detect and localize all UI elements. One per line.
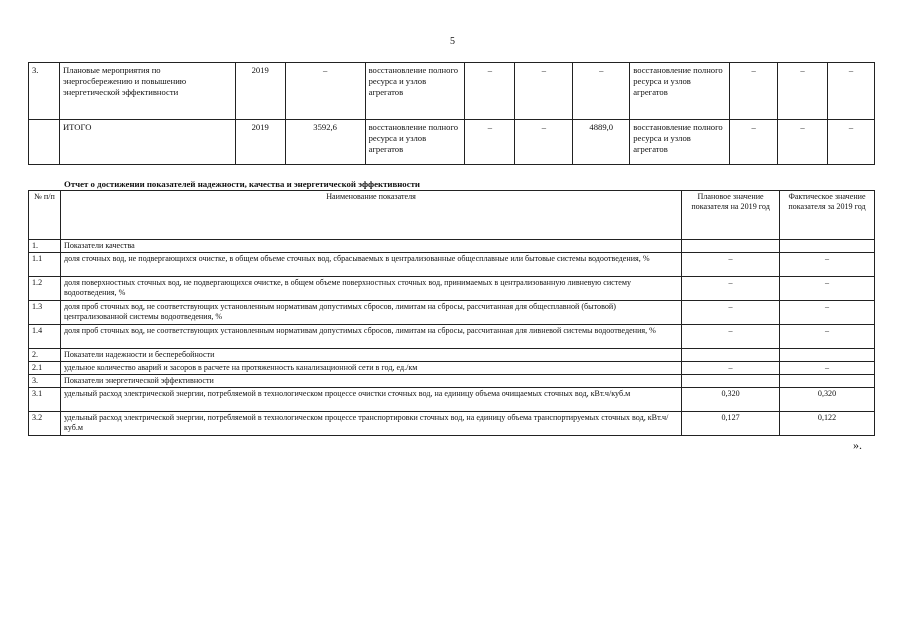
indicator-name: Показатели надежности и бесперебойности <box>60 349 681 362</box>
effect-cell: восстановление полного ресурса и узлов агрегатов <box>630 120 730 165</box>
table-row <box>29 253 875 277</box>
plan-value: – <box>682 362 780 375</box>
table-row <box>29 362 875 375</box>
row-number: 3.2 <box>29 412 61 436</box>
fact-value <box>780 375 875 388</box>
plan-value <box>682 349 780 362</box>
row-number: 1.1 <box>29 253 61 277</box>
header-plan: Плановое значение показателя на 2019 год <box>682 191 780 240</box>
value-cell: – <box>827 120 874 165</box>
value-cell: 3592,6 <box>285 120 365 165</box>
indicator-name: доля сточных вод, не подвергающихся очистке, в общем объеме сточных вод, сбрасываемых в централизованные общесплавные или бытовые системы водоотведения, % <box>60 253 681 277</box>
fact-value: – <box>780 277 875 301</box>
plan-value: – <box>682 253 780 277</box>
value-cell: – <box>515 63 573 120</box>
row-number: 3. <box>29 63 60 120</box>
table-row <box>29 325 875 349</box>
effect-cell: восстановление полного ресурса и узлов агрегатов <box>365 63 465 120</box>
fact-value: – <box>780 325 875 349</box>
plan-value: – <box>682 277 780 301</box>
row-number: 1. <box>29 240 61 253</box>
indicator-name: удельный расход электрической энергии, потребляемой в технологическом процессе транспортировки сточных вод, на единицу объема транспортируемых сточных вод, кВт.ч/куб.м <box>60 412 681 436</box>
fact-value: – <box>780 362 875 375</box>
indicator-name: доля проб сточных вод, не соответствующих установленным нормативам допустимых сбросов, лимитам на сбросы, рассчитанная для общесплавной (бытовой) централизованной системы водоотведения, % <box>60 301 681 325</box>
fact-value <box>780 240 875 253</box>
value-cell: – <box>730 63 778 120</box>
table-header-row <box>29 191 875 240</box>
effect-cell: восстановление полного ресурса и узлов агрегатов <box>365 120 465 165</box>
table-row <box>29 277 875 301</box>
value-cell: – <box>285 63 365 120</box>
fact-value: – <box>780 253 875 277</box>
year-cell: 2019 <box>235 120 285 165</box>
plan-value: 0,320 <box>682 388 780 412</box>
row-number: 3.1 <box>29 388 61 412</box>
header-fact: Фактическое значение показателя за 2019 год <box>780 191 875 240</box>
indicators-table <box>28 190 875 436</box>
indicator-name: Показатели энергетической эффективности <box>60 375 681 388</box>
indicator-name: доля проб сточных вод, не соответствующих установленным нормативам допустимых сбросов, лимитам на сбросы, рассчитанная для ливневой системы водоотведения, % <box>60 325 681 349</box>
value-cell: – <box>730 120 778 165</box>
plan-value: – <box>682 325 780 349</box>
measure-name: Плановые мероприятия по энергосбережению и повышению энергетической эффективности <box>59 63 235 120</box>
header-number: № п/п <box>29 191 61 240</box>
year-cell: 2019 <box>235 63 285 120</box>
value-cell: 4889,0 <box>573 120 630 165</box>
plan-value: – <box>682 301 780 325</box>
indicator-name: удельное количество аварий и засоров в расчете на протяженность канализационной сети в год, ед./км <box>60 362 681 375</box>
table-row <box>29 349 875 362</box>
table-row <box>29 388 875 412</box>
measures-table <box>28 62 875 165</box>
table-row <box>29 120 875 165</box>
header-name: Наименование показателя <box>60 191 681 240</box>
page-number: 5 <box>450 36 455 47</box>
value-cell: – <box>515 120 573 165</box>
value-cell: – <box>465 63 515 120</box>
indicator-name: удельный расход электрической энергии, потребляемой в технологическом процессе очистки сточных вод, на единицу объема очищаемых сточных вод, кВт.ч/куб.м <box>60 388 681 412</box>
row-number: 1.2 <box>29 277 61 301</box>
indicator-name: доля поверхностных сточных вод, не подвергающихся очистке, в общем объеме поверхностных сточных вод, принимаемых в централизованную ливневую систему водоотведения, % <box>60 277 681 301</box>
plan-value: 0,127 <box>682 412 780 436</box>
measure-name: ИТОГО <box>59 120 235 165</box>
value-cell: – <box>465 120 515 165</box>
indicator-name: Показатели качества <box>60 240 681 253</box>
table-row <box>29 375 875 388</box>
value-cell: – <box>827 63 874 120</box>
plan-value <box>682 375 780 388</box>
value-cell: – <box>573 63 630 120</box>
fact-value: 0,320 <box>780 388 875 412</box>
fact-value: – <box>780 301 875 325</box>
value-cell: – <box>778 63 828 120</box>
table-row <box>29 301 875 325</box>
plan-value <box>682 240 780 253</box>
table-row <box>29 240 875 253</box>
fact-value <box>780 349 875 362</box>
row-number: 2. <box>29 349 61 362</box>
table-row <box>29 63 875 120</box>
value-cell: – <box>778 120 828 165</box>
fact-value: 0,122 <box>780 412 875 436</box>
row-number: 3. <box>29 375 61 388</box>
effect-cell: восстановление полного ресурса и узлов агрегатов <box>630 63 730 120</box>
row-number: 1.3 <box>29 301 61 325</box>
row-number <box>29 120 60 165</box>
closing-quote-mark: ». <box>853 438 862 452</box>
report-title: Отчет о достижении показателей надежности, качества и энергетической эффективности <box>64 179 420 189</box>
table-row <box>29 412 875 436</box>
row-number: 1.4 <box>29 325 61 349</box>
row-number: 2.1 <box>29 362 61 375</box>
